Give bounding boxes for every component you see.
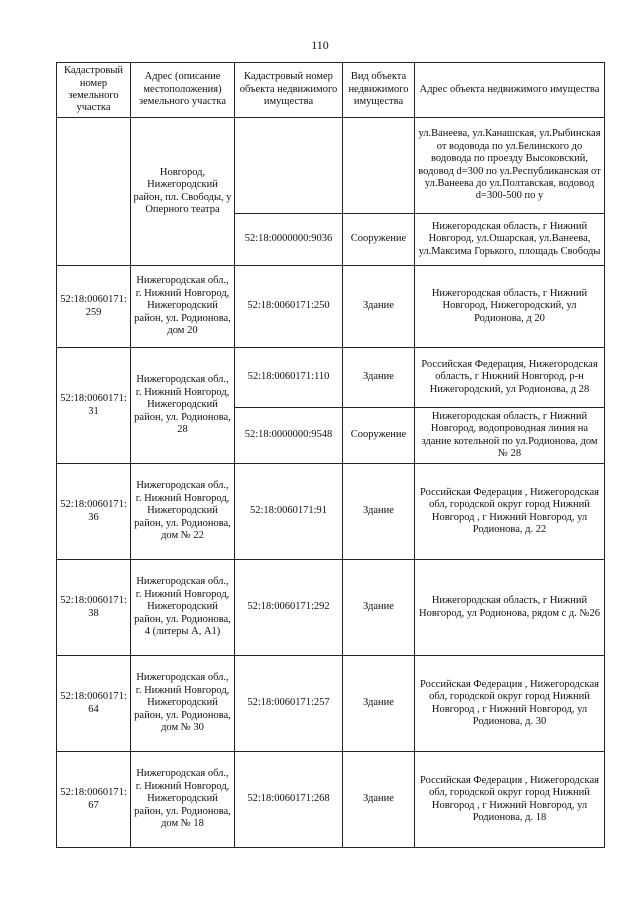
object-address-cell: Российская Федерация , Нижегородская обл, городской округ город Нижний Новгород , г Нижний Новгород, ул Родионова, д. 18 [415,752,605,848]
object-address-cell: Нижегородская область, г Нижний Новгород, водопроводная линия на здание котельной по ул.Родионова, дом № 28 [415,408,605,464]
object-number-cell: 52:18:0060171:257 [235,656,343,752]
land-number-cell: 52:18:0060171:259 [57,266,131,348]
land-address-cell: Нижегородская обл., г. Нижний Новгород, Нижегородский район, ул. Родионова, дом № 22 [131,464,235,560]
object-address-cell: Российская Федерация , Нижегородская обл, городской округ город Нижний Новгород , г Нижний Новгород, ул Родионова, д. 22 [415,464,605,560]
table-row [57,464,605,560]
table-row [57,560,605,656]
cadastral-table [56,62,605,848]
land-number-cell [57,118,131,266]
header-object-number: Кадастровый номер объекта недвижимого имущества [235,63,343,118]
object-address-cell: Российская Федерация, Нижегородская область, г Нижний Новгород, р-н Нижегородский, ул Родионова, д 28 [415,348,605,408]
table-row [57,656,605,752]
object-number-cell: 52:18:0060171:110 [235,348,343,408]
land-number-cell: 52:18:0060171:38 [57,560,131,656]
object-number-cell: 52:18:0060171:268 [235,752,343,848]
object-address-cell: ул.Ванеева, ул.Канашская, ул.Рыбинская от водовода по ул.Белинского до водовода по проезду Высоковский, водовод d=300 по ул.Республиканская от ул.Ванеева до ул.Полтавская, водовод d=300-500 по у [415,118,605,214]
object-number-cell: 52:18:0060171:91 [235,464,343,560]
land-address-cell: Нижегородская обл., г. Нижний Новгород, Нижегородский район, ул. Родионова, 4 (литеры А, А1) [131,560,235,656]
header-object-type: Вид объекта недвижимого имущества [343,63,415,118]
object-type-cell: Здание [343,266,415,348]
header-land-number: Кадастровый номер земельного участка [57,63,131,118]
object-address-cell: Нижегородская область, г Нижний Новгород, ул.Ошарская, ул.Ванеева, ул.Максима Горького, площадь Свободы [415,214,605,266]
object-type-cell: Сооружение [343,408,415,464]
object-address-cell: Нижегородская область, г Нижний Новгород, Нижегородский, ул Родионова, д 20 [415,266,605,348]
land-number-cell: 52:18:0060171:64 [57,656,131,752]
object-address-cell: Нижегородская область, г Нижний Новгород, ул Родионова, рядом с д. №26 [415,560,605,656]
object-type-cell: Здание [343,656,415,752]
object-type-cell [343,118,415,214]
land-number-cell: 52:18:0060171:36 [57,464,131,560]
land-number-cell: 52:18:0060171:67 [57,752,131,848]
land-address-cell: Нижегородская обл., г. Нижний Новгород, Нижегородский район, ул. Родионова, дом № 18 [131,752,235,848]
land-address-cell: Нижегородская обл., г. Нижний Новгород, Нижегородский район, ул. Родионова, дом № 30 [131,656,235,752]
object-address-cell: Российская Федерация , Нижегородская обл, городской округ город Нижний Новгород , г Нижний Новгород, ул Родионова, д. 30 [415,656,605,752]
object-type-cell: Здание [343,752,415,848]
object-type-cell: Здание [343,464,415,560]
header-object-address: Адрес объекта недвижимого имущества [415,63,605,118]
object-type-cell: Здание [343,348,415,408]
table-row [57,348,605,408]
object-number-cell: 52:18:0000000:9036 [235,214,343,266]
object-type-cell: Сооружение [343,214,415,266]
object-number-cell [235,118,343,214]
header-land-address: Адрес (описание местоположения) земельного участка [131,63,235,118]
table-header-row [57,63,605,118]
object-type-cell: Здание [343,560,415,656]
object-number-cell: 52:18:0000000:9548 [235,408,343,464]
land-address-cell: Новгород, Нижегородский район, пл. Свободы, у Оперного театра [131,118,235,266]
land-number-cell: 52:18:0060171:31 [57,348,131,464]
table-row [57,118,605,214]
table-row [57,266,605,348]
land-address-cell: Нижегородская обл., г. Нижний Новгород, Нижегородский район, ул. Родионова, 28 [131,348,235,464]
land-address-cell: Нижегородская обл., г. Нижний Новгород, Нижегородский район, ул. Родионова, дом 20 [131,266,235,348]
page-number: 110 [311,38,329,52]
object-number-cell: 52:18:0060171:292 [235,560,343,656]
table-row [57,752,605,848]
object-number-cell: 52:18:0060171:250 [235,266,343,348]
